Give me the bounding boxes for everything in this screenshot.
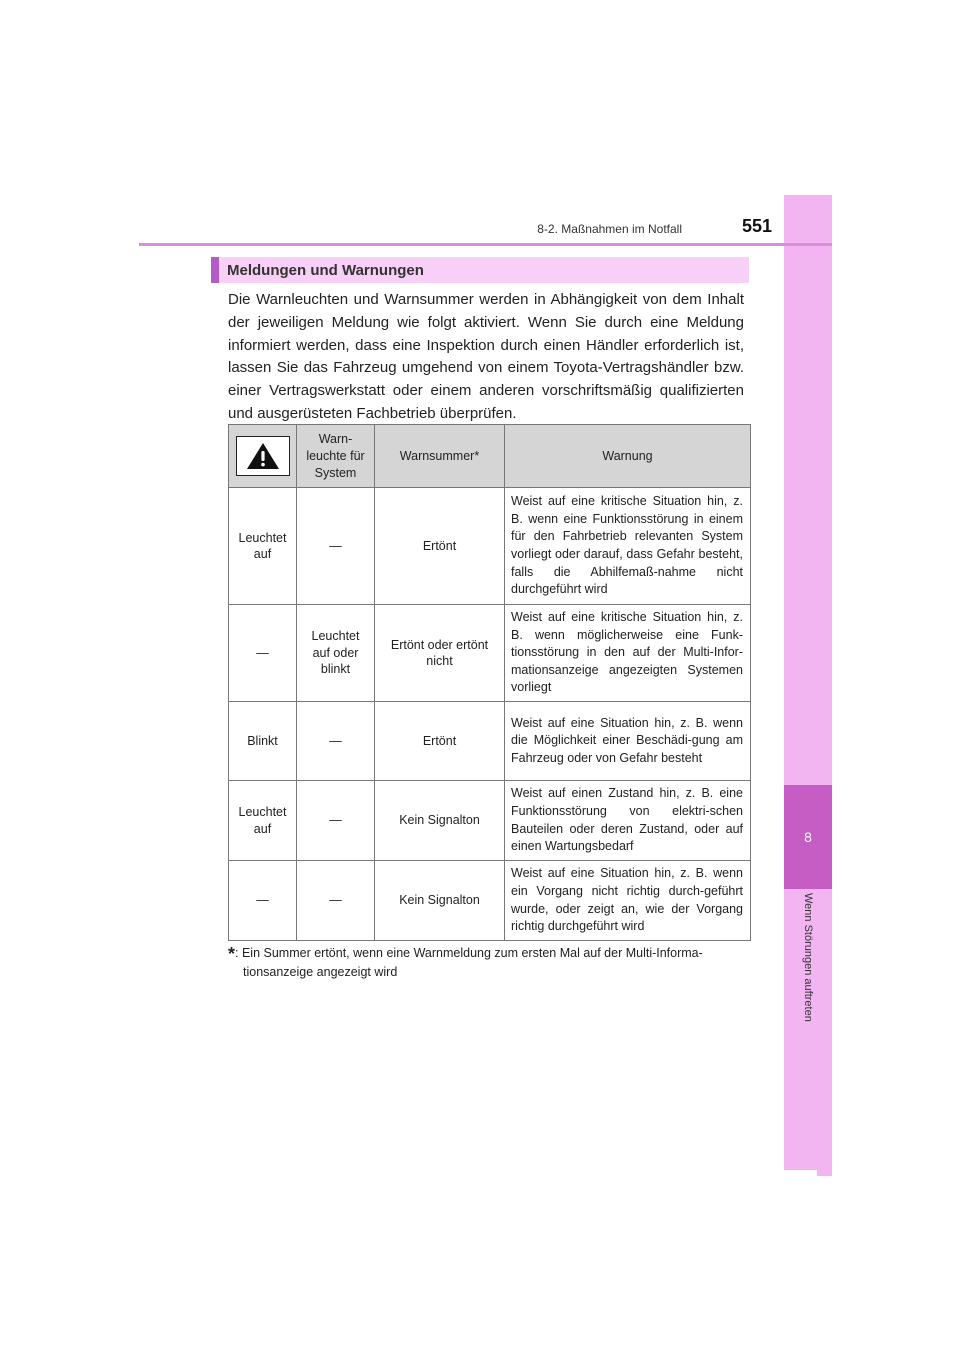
warnings-table <box>228 424 751 941</box>
cell-light: — <box>229 861 297 941</box>
cell-warning-text: Weist auf eine Situation hin, z. B. wenn ein Vorgang nicht richtig durch-geführt wurde, oder zeigt an, wie der Vorgang richtig durchgeführt wird <box>505 861 751 941</box>
page-number: 551 <box>741 216 772 236</box>
cell-buzzer: Ertönt oder ertönt nicht <box>375 605 505 702</box>
header-warning: Warnung <box>505 425 751 488</box>
cell-buzzer: Ertönt <box>375 488 505 605</box>
warning-triangle-icon <box>236 436 290 476</box>
cell-system-light: — <box>297 488 375 605</box>
section-title-text: Meldungen und Warnungen <box>227 261 424 279</box>
cell-warning-text: Weist auf eine Situation hin, z. B. wenn die Möglichkeit einer Beschädi-gung am Fahrzeug oder von Gefahr besteht <box>505 702 751 781</box>
header-section-title: 8-2. Maßnahmen im Notfall <box>537 222 682 236</box>
cell-system-light: — <box>297 861 375 941</box>
cell-light: — <box>229 605 297 702</box>
header-icon-cell <box>229 425 297 488</box>
cell-system-light: — <box>297 781 375 861</box>
table-row <box>229 702 751 781</box>
chapter-number: 8 <box>804 829 812 845</box>
section-title <box>211 257 749 283</box>
table-row <box>229 861 751 941</box>
footnote <box>228 945 748 981</box>
header-warning-light: Warn- leuchte für System <box>297 425 375 488</box>
cell-light: Leuchtet auf <box>229 488 297 605</box>
cell-system-light: — <box>297 702 375 781</box>
cell-light: Blinkt <box>229 702 297 781</box>
side-tab-end-mark <box>817 1170 832 1176</box>
header-rule <box>139 243 832 246</box>
chapter-title: Wenn Störungen auftreten <box>802 893 814 1022</box>
cell-light: Leuchtet auf <box>229 781 297 861</box>
table-header-row <box>229 425 751 488</box>
cell-buzzer: Kein Signalton <box>375 861 505 941</box>
table-row <box>229 605 751 702</box>
chapter-number-tab[interactable] <box>784 785 832 889</box>
header-buzzer: Warnsummer* <box>375 425 505 488</box>
footnote-line-2: tionsanzeige angezeigt wird <box>243 964 398 979</box>
cell-buzzer: Ertönt <box>375 702 505 781</box>
footnote-marker: * <box>228 944 236 964</box>
chapter-title-vertical <box>784 893 832 1053</box>
cell-warning-text: Weist auf eine kritische Situation hin, z. B. wenn eine Funktionsstörung in einem für den Fahrbetrieb relevanten System vorliegt oder darauf, dass Gefahr besteht, falls die Abhilfemaß-nahme nicht durchgeführt wird <box>505 488 751 605</box>
cell-warning-text: Weist auf einen Zustand hin, z. B. eine Funktionsstörung von elektri-schen Bauteilen oder deren Zustand, oder auf einen Wartungsbedarf <box>505 781 751 861</box>
cell-warning-text: Weist auf eine kritische Situation hin, z. B. wenn möglicherweise eine Funk-tionsstörung in den auf der Multi-Infor-mationsanzeige angezeigten Systemen vorliegt <box>505 605 751 702</box>
table-row <box>229 781 751 861</box>
cell-system-light: Leuchtet auf oder blinkt <box>297 605 375 702</box>
table-row <box>229 488 751 605</box>
footnote-line-1: : Ein Summer ertönt, wenn eine Warnmeldung zum ersten Mal auf der Multi-Informa- <box>235 946 703 960</box>
intro-paragraph: Die Warnleuchten und Warnsummer werden in Abhängigkeit von dem Inhalt der jeweiligen Meldung wie folgt aktiviert. Wenn Sie durch eine Meldung informiert werden, dass eine Inspektion durch einen Händler erforderlich ist, lassen Sie das Fahrzeug umgehend von einem Toyota-Vertragshändler bzw. einer Vertragswerkstatt oder einem anderen vorschriftsmäßig qualifizierten und ausgerüsteten Fachbetrieb überprüfen. <box>228 291 744 422</box>
cell-buzzer: Kein Signalton <box>375 781 505 861</box>
